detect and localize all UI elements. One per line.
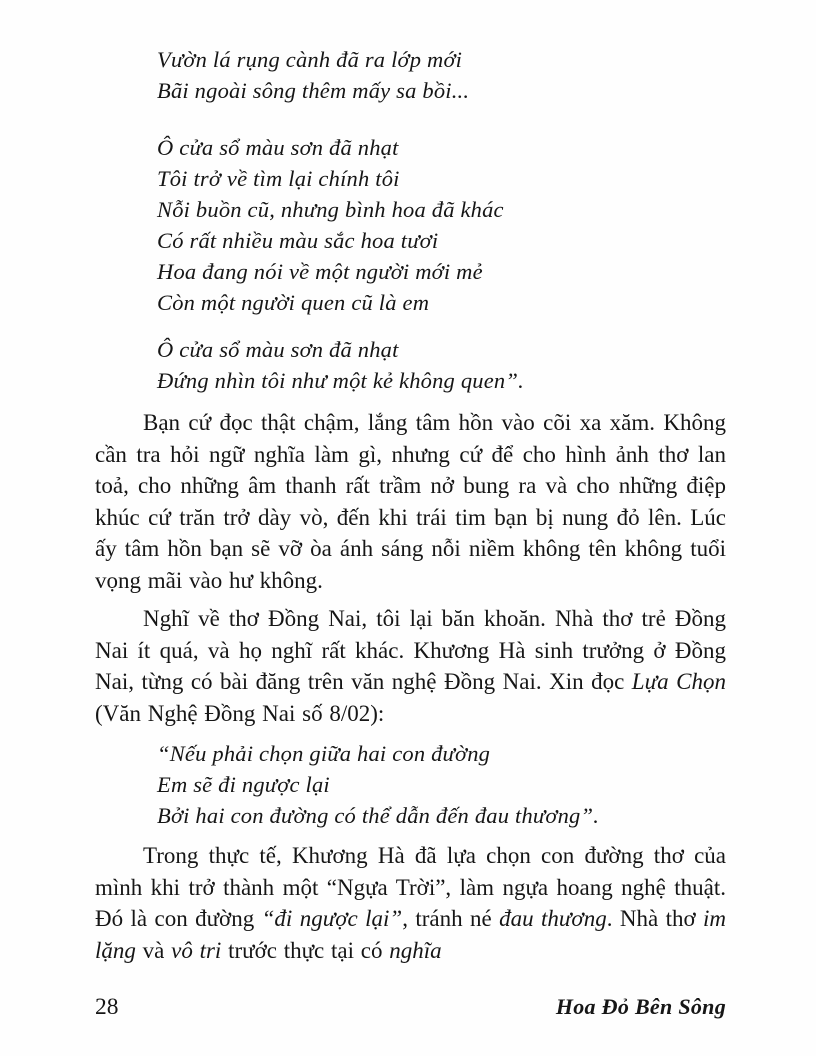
poem-line: Bãi ngoài sông thêm mấy sa bồi... (157, 78, 470, 103)
poem-stanza-3 (157, 334, 726, 396)
poem-line: Đứng nhìn tôi như một kẻ không quen”. (157, 368, 524, 393)
page-footer (95, 994, 726, 1021)
poem-line: Ô cửa sổ màu sơn đã nhạt (157, 337, 399, 362)
poem-stanza-2 (157, 132, 726, 318)
poem-line: Tôi trở về tìm lại chính tôi (157, 166, 400, 191)
poem-line: Vườn lá rụng cành đã ra lớp mới (157, 47, 463, 72)
poem-line: Hoa đang nói về một người mới mẻ (157, 259, 483, 284)
poem-quote-lua-chon (157, 738, 726, 831)
paragraph-commentary-1: Bạn cứ đọc thật chậm, lắng tâm hồn vào cõi xa xăm. Không cần tra hỏi ngữ nghĩa làm gì, nhưng cứ để cho hình ảnh thơ lan toả, cho những âm thanh rất trầm nở bung ra và cho những điệp khúc cứ trăn trở dày vò, đến khi trái tim bạn bị nung đỏ lên. Lúc ấy tâm hồn bạn sẽ vỡ òa ánh sáng nỗi niềm không tên không tuổi vọng mãi vào hư không. (95, 410, 726, 593)
poem-line: “Nếu phải chọn giữa hai con đường (157, 741, 491, 766)
page-number: 28 (95, 994, 119, 1020)
poem-line: Ô cửa sổ màu sơn đã nhạt (157, 135, 399, 160)
poem-line: Em sẽ đi ngược lại (157, 772, 330, 797)
running-title: Hoa Đỏ Bên Sông (555, 994, 726, 1019)
poem-line: Bởi hai con đường có thể dẫn đến đau thương”. (157, 803, 600, 828)
poem-stanza-1 (157, 44, 726, 106)
poem-line: Còn một người quen cũ là em (157, 290, 430, 315)
poem-line: Có rất nhiều màu sắc hoa tươi (157, 228, 439, 253)
poem-line: Nỗi buồn cũ, nhưng bình hoa đã khác (157, 197, 504, 222)
paragraph-commentary-2: Nghĩ về thơ Đồng Nai, tôi lại băn khoăn. Nhà thơ trẻ Đồng Nai ít quá, và họ nghĩ rất khác. Khương Hà sinh trưởng ở Đồng Nai, từng có bài đăng trên văn nghệ Đồng Nai. Xin đọc Lựa Chọn (Văn Nghệ Đồng Nai số 8/02): (95, 606, 726, 726)
paragraph-commentary-3: Trong thực tế, Khương Hà đã lựa chọn con đường thơ của mình khi trở thành một “Ngựa Trời”, làm ngựa hoang nghệ thuật. Đó là con đường “đi ngược lại”, tránh né đau thương. Nhà thơ im lặng và vô tri trước thực tại có nghĩa (95, 843, 727, 963)
